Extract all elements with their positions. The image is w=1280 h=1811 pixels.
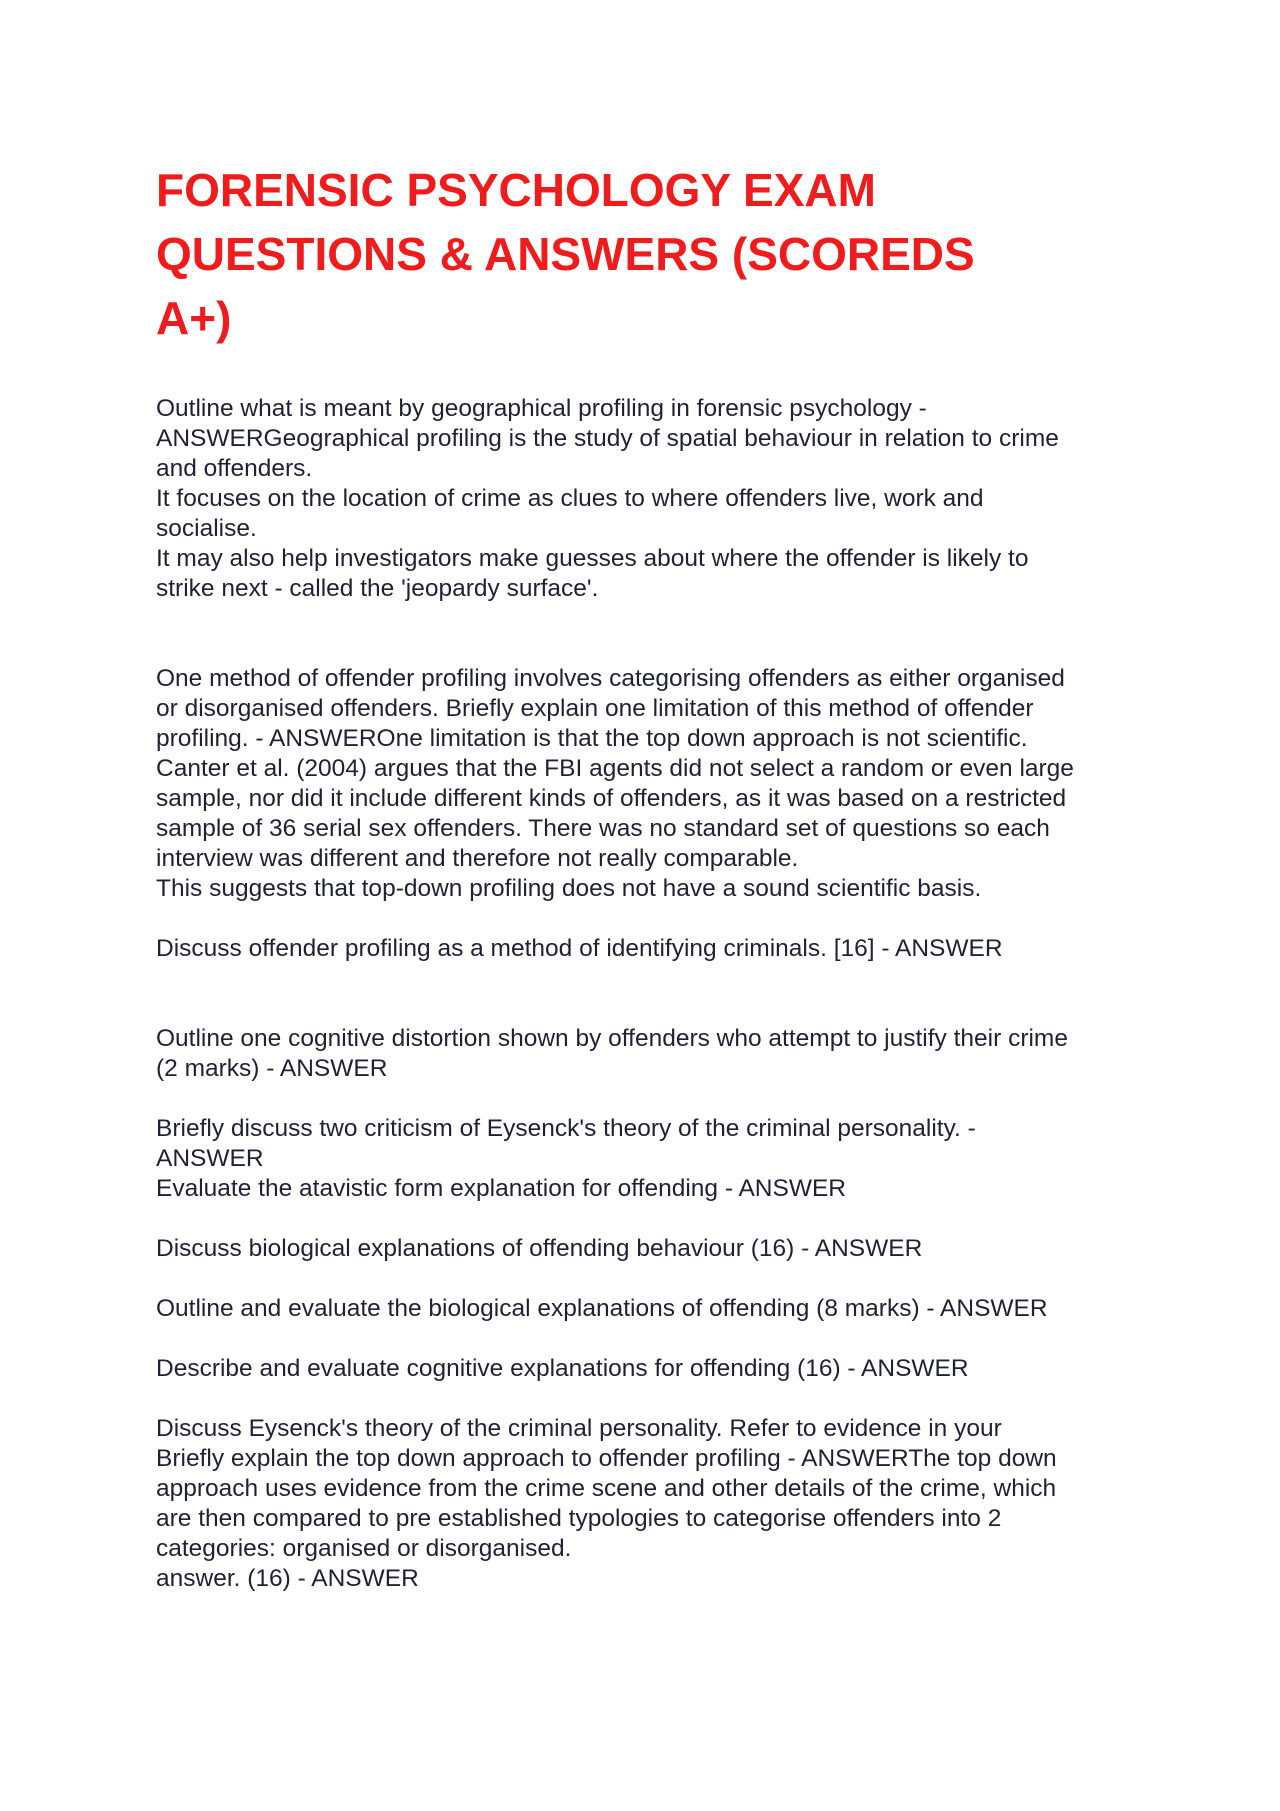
paragraph-gap	[156, 1324, 1166, 1354]
text-line: ANSWER	[156, 1145, 264, 1172]
text-line: interview was different and therefore not really comparable.	[156, 845, 799, 872]
text-line: This suggests that top-down profiling does not have a sound scientific basis.	[156, 875, 982, 902]
text-line: Describe and evaluate cognitive explanations for offending (16) - ANSWER	[156, 1355, 969, 1382]
title-line: FORENSIC PSYCHOLOGY EXAM	[156, 164, 876, 216]
qa-block-biological-explanations	[156, 1234, 1166, 1264]
paragraph-gap	[156, 964, 1166, 1024]
text-line: Briefly explain the top down approach to offender profiling - ANSWERThe top down	[156, 1445, 1057, 1472]
qa-block-geographical-profiling	[156, 394, 1166, 604]
text-line: Discuss offender profiling as a method of identifying criminals. [16] - ANSWER	[156, 935, 1003, 962]
paragraph-gap	[156, 1204, 1166, 1234]
document-title	[156, 158, 1116, 350]
qa-block-profiling-limitation	[156, 664, 1166, 904]
text-line: approach uses evidence from the crime scene and other details of the crime, which	[156, 1475, 1057, 1502]
qa-block-top-down-approach	[156, 1414, 1166, 1594]
paragraph-gap	[156, 1084, 1166, 1114]
text-line: Evaluate the atavistic form explanation for offending - ANSWER	[156, 1175, 846, 1202]
text-line: categories: organised or disorganised.	[156, 1535, 572, 1562]
text-line: socialise.	[156, 515, 257, 542]
text-line: Discuss biological explanations of offending behaviour (16) - ANSWER	[156, 1235, 923, 1262]
document-body	[156, 394, 1166, 1594]
text-line: (2 marks) - ANSWER	[156, 1055, 388, 1082]
title-line: QUESTIONS & ANSWERS (SCOREDS	[156, 228, 975, 280]
qa-block-eysenck-criticism	[156, 1114, 1166, 1204]
text-line: Briefly discuss two criticism of Eysenck's theory of the criminal personality. -	[156, 1115, 976, 1142]
text-line: and offenders.	[156, 455, 313, 482]
text-line: sample, nor did it include different kinds of offenders, as it was based on a restricted	[156, 785, 1067, 812]
paragraph-gap	[156, 604, 1166, 664]
qa-block-offender-profiling-discuss	[156, 934, 1166, 964]
text-line: Canter et al. (2004) argues that the FBI agents did not select a random or even large	[156, 755, 1074, 782]
text-line: Outline what is meant by geographical profiling in forensic psychology -	[156, 395, 927, 422]
paragraph-gap	[156, 1384, 1166, 1414]
text-line: profiling. - ANSWEROne limitation is that the top down approach is not scientific.	[156, 725, 1028, 752]
qa-block-cognitive-explanations	[156, 1354, 1166, 1384]
paragraph-gap	[156, 1264, 1166, 1294]
text-line: Outline one cognitive distortion shown by offenders who attempt to justify their crime	[156, 1025, 1068, 1052]
text-line: are then compared to pre established typologies to categorise offenders into 2	[156, 1505, 1002, 1532]
text-line: or disorganised offenders. Briefly explain one limitation of this method of offender	[156, 695, 1034, 722]
text-line: ANSWERGeographical profiling is the study of spatial behaviour in relation to crime	[156, 425, 1059, 452]
text-line: answer. (16) - ANSWER	[156, 1565, 419, 1592]
text-line: It focuses on the location of crime as clues to where offenders live, work and	[156, 485, 984, 512]
text-line: Discuss Eysenck's theory of the criminal personality. Refer to evidence in your	[156, 1415, 1002, 1442]
title-line: A+)	[156, 292, 232, 344]
qa-block-cognitive-distortion	[156, 1024, 1166, 1084]
text-line: strike next - called the 'jeopardy surface'.	[156, 575, 599, 602]
paragraph-gap	[156, 904, 1166, 934]
text-line: It may also help investigators make guesses about where the offender is likely to	[156, 545, 1029, 572]
text-line: Outline and evaluate the biological explanations of offending (8 marks) - ANSWER	[156, 1295, 1048, 1322]
text-line: sample of 36 serial sex offenders. There was no standard set of questions so each	[156, 815, 1050, 842]
qa-block-biological-outline	[156, 1294, 1166, 1324]
text-line: One method of offender profiling involves categorising offenders as either organised	[156, 665, 1065, 692]
